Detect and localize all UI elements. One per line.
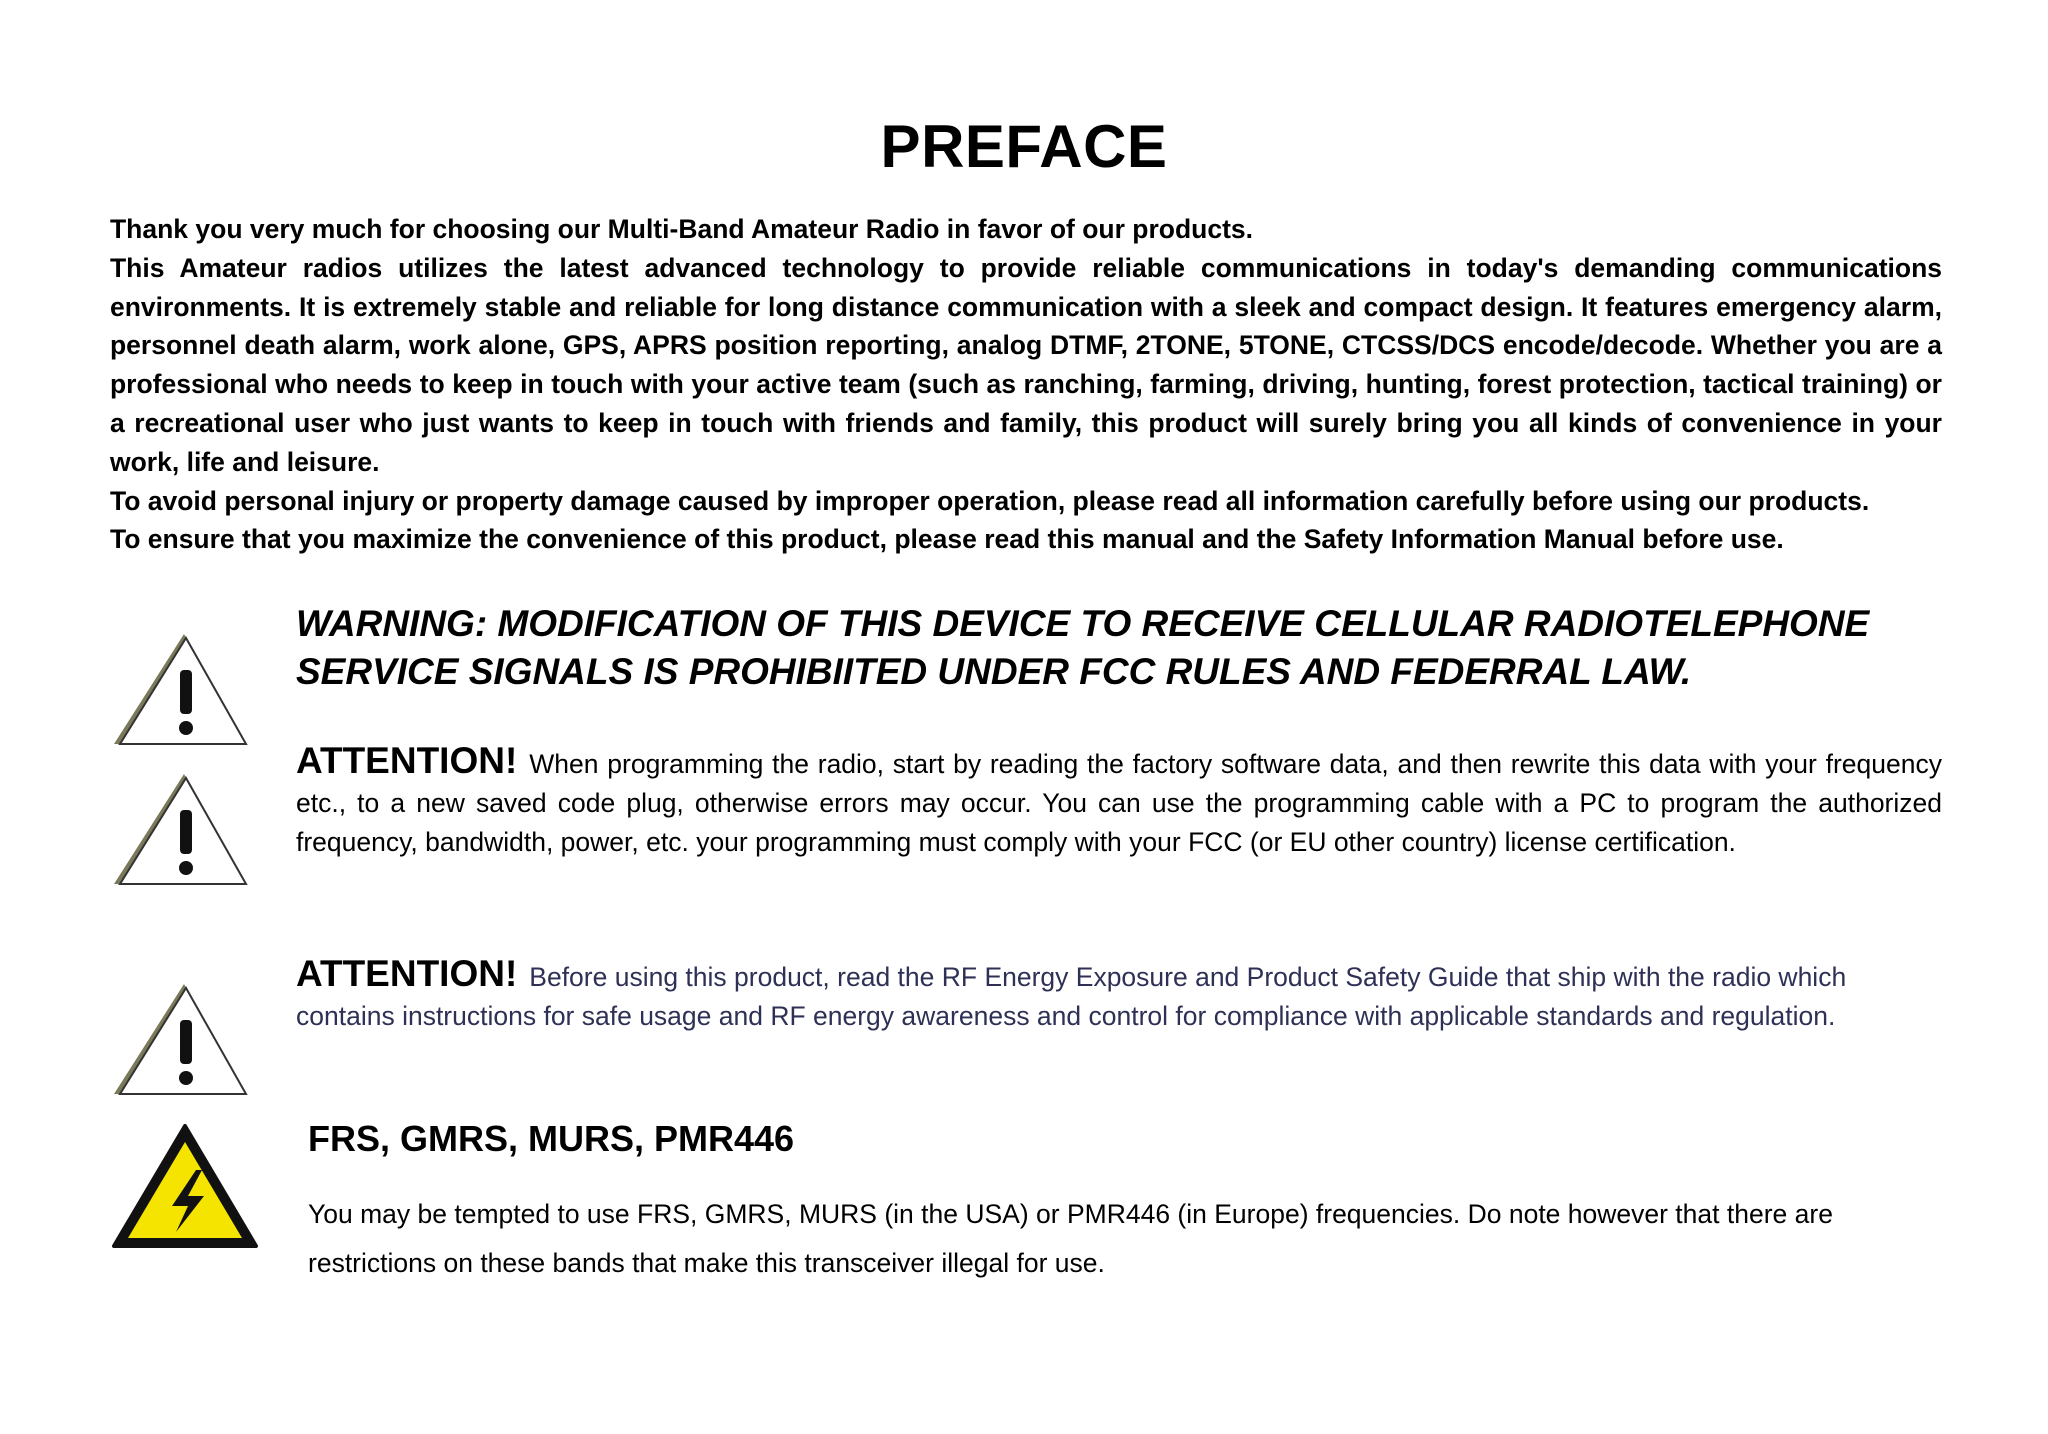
attention-heading: ATTENTION! — [296, 953, 518, 994]
intro-section — [110, 210, 1942, 559]
intro-paragraph-2: This Amateur radios utilizes the latest advanced technology to provide reliable communications in today's demanding communications environments. It is extremely stable and reliable for long distance communication with a sleek and compact design. It features emergency alarm, personnel death alarm, work alone, GPS, APRS position reporting, analog DTMF, 2TONE, 5TONE, CTCSS/DCS encode/decode. Whether you are a professional who needs to keep in touch with your active team (such as ranching, farming, driving, hunting, forest protection, tactical training) or a recreational user who just wants to keep in touch with friends and family, this product will surely bring you all kinds of convenience in your work, life and leisure. — [110, 252, 1942, 477]
attention-rf-safety — [296, 955, 1942, 1036]
frs-body: You may be tempted to use FRS, GMRS, MURS (in the USA) or PMR446 (in Europe) frequencies. Do note however that there are restrictions on these bands that make this transceiver illegal for use. — [308, 1199, 1833, 1278]
frs-heading: FRS, GMRS, MURS, PMR446 — [308, 1118, 795, 1159]
attention-body: Before using this product, read the RF Energy Exposure and Product Safety Guide that ship with the radio which contains instructions for safe usage and RF energy awareness and control for compliance with applicable standards and regulation. — [296, 962, 1847, 1031]
warning-triangle-icon — [106, 630, 248, 748]
attention-body: When programming the radio, start by reading the factory software data, and then rewrite this data with your frequency etc., to a new saved code plug, otherwise errors may occur. You can use the programming cable with a PC to program the authorized frequency, bandwidth, power, etc. your programming must comply with your FCC (or EU other country) license certification. — [296, 749, 1942, 857]
attention-heading: ATTENTION! — [296, 740, 518, 781]
warning-triangle-icon — [106, 770, 248, 888]
intro-paragraph-4: To ensure that you maximize the convenience of this product, please read this manual and the Safety Information Manual before use. — [110, 524, 1784, 555]
intro-paragraph-1: Thank you very much for choosing our Multi-Band Amateur Radio in favor of our products. — [110, 214, 1254, 244]
fcc-warning: WARNING: MODIFICATION OF THIS DEVICE TO RECEIVE CELLULAR RADIOTELEPHONE SERVICE SIGNALS IS PROHIBIITED UNDER FCC RULES AND FEDERRAL LAW. — [296, 603, 1870, 692]
attention-programming — [296, 742, 1942, 861]
page-title: PREFACE — [880, 113, 1168, 180]
warning-triangle-icon — [106, 980, 248, 1098]
intro-paragraph-3: To avoid personal injury or property damage caused by improper operation, please read all information carefully before using our products. — [110, 485, 1870, 516]
electric-shock-icon — [110, 1122, 260, 1250]
